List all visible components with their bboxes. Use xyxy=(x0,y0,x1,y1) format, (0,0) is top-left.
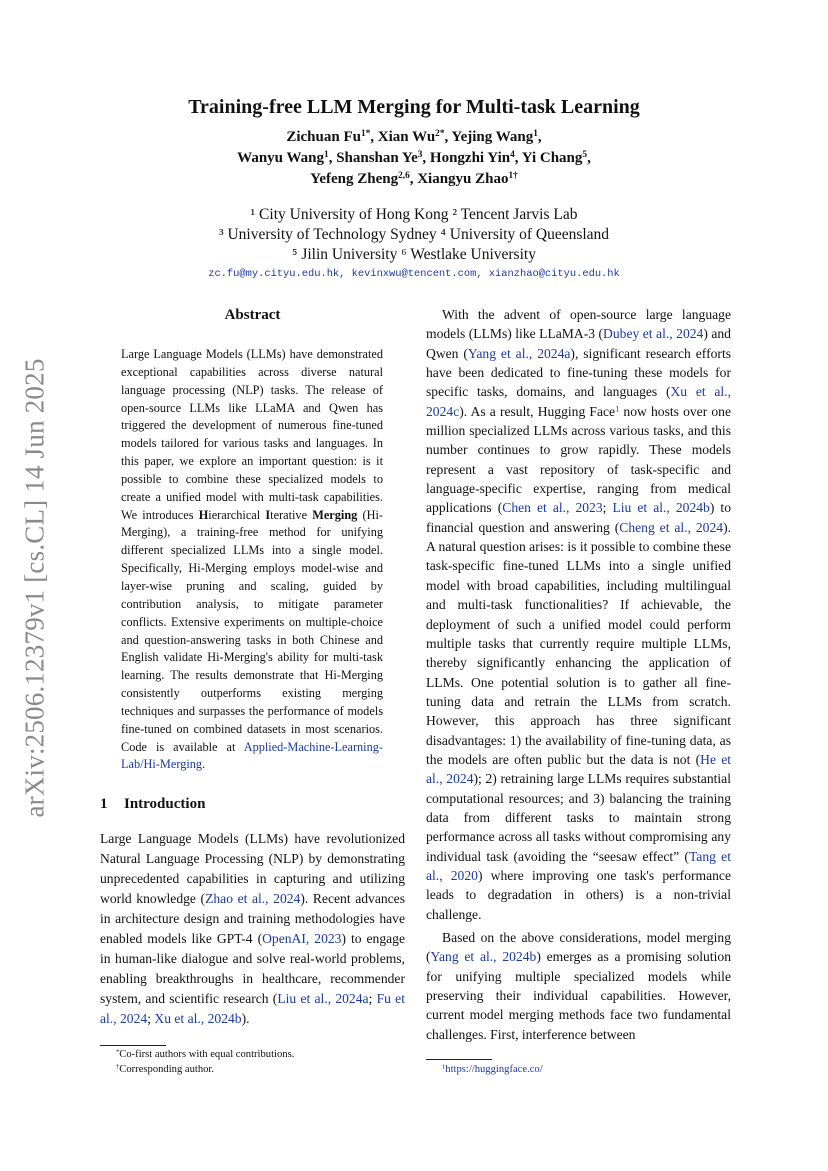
paper-title: Training-free LLM Merging for Multi-task Learning xyxy=(188,96,640,118)
right-column-text xyxy=(426,305,731,1044)
citation-link[interactable]: Yang et al., 2024b xyxy=(430,949,537,965)
citation-link[interactable]: Chen et al., 2023 xyxy=(502,500,603,516)
author-affil-sup: 2* xyxy=(435,128,445,139)
intro-paragraph xyxy=(100,829,405,1029)
footnote-text: Corresponding author. xyxy=(119,1064,215,1075)
author-name: Wanyu Wang xyxy=(237,150,325,166)
citation-link[interactable]: Cheng et al., 2024 xyxy=(619,519,724,535)
footnote-rule xyxy=(100,1045,166,1046)
abstract-text-part: . xyxy=(202,757,206,772)
author-emails[interactable]: zc.fu@my.cityu.edu.hk, kevinxwu@tencent.com, xianzhao@cityu.edu.hk xyxy=(208,268,620,280)
code-repo-link[interactable]: Applied-Machine-Learning-Lab/Hi-Merging xyxy=(121,739,383,772)
body-text: ). Recent advances in architecture design and training methodologies have enabled models like GPT-4 ( xyxy=(100,891,406,947)
citation-link[interactable]: Dubey et al., 2024 xyxy=(603,326,704,342)
author-affil-sup: 1† xyxy=(508,170,518,181)
body-text: ) and Qwen ( xyxy=(426,326,731,361)
abstract-heading: Abstract xyxy=(224,307,281,323)
arxiv-sidebar-identifier xyxy=(15,348,55,828)
footnote-rule xyxy=(426,1059,492,1060)
author-affil-sup: 1 xyxy=(533,128,538,139)
citation-link[interactable]: Tang et al., 2020 xyxy=(426,848,731,883)
arxiv-id-text: arXiv:2506.12379v1 [cs.CL] 14 Jun 2025 xyxy=(19,358,50,818)
citation-link[interactable]: Fu et al., 2024 xyxy=(100,991,405,1027)
author-name: Zichuan Fu xyxy=(286,129,361,145)
citation-link[interactable]: Yang et al., 2024a xyxy=(467,345,571,361)
body-text: ; xyxy=(147,1011,155,1027)
affiliation-line: ⁵ Jilin University ⁶ Westlake University xyxy=(292,246,536,263)
section-number: 1 xyxy=(100,796,108,812)
abstract-text-part: ierarchical xyxy=(208,507,266,522)
footnote-mark: * xyxy=(116,1048,120,1056)
footnote-mark: † xyxy=(116,1063,120,1071)
body-text: now hosts over one million specialized LLMs across various tasks, and this number continues to grow rapidly. These models represent a vast repository of task-specific and language-specific expertise, ranging from medical applications ( xyxy=(426,403,731,516)
footnote-marker[interactable]: 1 xyxy=(615,403,620,414)
footnote-mark: 1 xyxy=(442,1063,446,1071)
body-text: Large Language Models (LLMs) have revolutionized Natural Language Processing (NLP) by demonstrating unprecedented capabilities in capturing and utilizing world knowledge ( xyxy=(100,831,405,907)
body-paragraph xyxy=(426,305,731,924)
citation-link[interactable]: Zhao et al., 2024 xyxy=(205,891,301,907)
body-text: ; xyxy=(368,991,377,1007)
footnote-huggingface xyxy=(442,1063,543,1077)
author-name: Yi Chang xyxy=(521,150,583,166)
body-paragraph xyxy=(426,928,731,1044)
body-text: ) to engage in human-like dialogue and solve real-world problems, enabling breakthroughs in healthcare, recommender system, and scientific research ( xyxy=(100,931,406,1007)
abstract-bold-letter: H xyxy=(198,507,209,522)
author-name: Yejing Wang xyxy=(451,129,534,145)
author-affil-sup: 1 xyxy=(324,149,329,160)
footnote-corresponding xyxy=(116,1063,214,1077)
body-text: ); 2) retraining large LLMs requires substantial computational resources; and 3) balancing the training data from different tasks to maintain strong performance across all tasks without compromising any individual task (avoiding the “seesaw effect” ( xyxy=(426,771,731,864)
author-line-1: Zichuan $Fu^{1*}$, Xian $Wu^{2*}$, Yejing Wang$^1$, xyxy=(286,128,542,145)
body-text: ). A natural question arises: is it possible to combine these task-specific fine-tuned LLMs into a single unified model with broad capabilities, including multilingual and multi-task functionalities? If achievable, the deployment of such a unified model could perform multiple tasks that currently require multiple LLMs, thereby significantly enhancing the application of LLMs. One potential solution is to gather all fine-tuning data and retrain the LLMs from scratch. However, this approach has three significant disadvantages: 1) the availability of fine-tuning data, as the models are often public but the data is not ( xyxy=(426,519,732,767)
citation-link[interactable]: He et al., 2024 xyxy=(426,751,732,787)
author-name: Xiangyu Zhao xyxy=(417,171,509,187)
citation-link[interactable]: Xu et al., 2024b xyxy=(154,1011,242,1027)
abstract-text-part: Large Language Models (LLMs) have demonstrated exceptional capabilities across diverse natural language processing (NLP) tasks. The release of open-source LLMs like LLaMA and Qwen has triggered the development of numerous fine-tuned models tailored for various tasks and languages. In this paper, we explore an important question: is it possible to combine these specialized models to create a unified model with multi-task capabilities. We introduces xyxy=(121,347,383,522)
body-text: ), significant research efforts have been dedicated to fine-tuning these models for specific tasks, domains, and languages ( xyxy=(426,345,732,400)
author-affil-sup: 5 xyxy=(582,149,588,160)
abstract-bold-word: Merging xyxy=(312,507,358,522)
author-name: Shanshan Ye xyxy=(336,150,418,166)
abstract-bold-letter: I xyxy=(265,507,271,522)
section-title: Introduction xyxy=(124,796,206,812)
body-text: ). xyxy=(241,1011,250,1027)
affiliation-line: ¹ City University of Hong Kong ² Tencent Jarvis Lab xyxy=(250,206,578,223)
abstract-text xyxy=(121,346,383,774)
author-line-2: Wanyu Wang$^1$, Shanshan Ye$^3$, Hongzhi Yin$^4$, Yi Chang$^5$, xyxy=(237,149,591,166)
affiliation-line: ³ University of Technology Sydney ⁴ University of Queensland xyxy=(218,226,610,243)
abstract-text-part: (Hi-Merging), a training-free method for unifying different specialized LLMs into a single model. Specifically, Hi-Merging employs model-wise and layer-wise pruning and scaling, guided by contribution analysis, to mitigate parameter conflicts. Extensive experiments on multiple-choice and question-answering tasks in both Chinese and English validate Hi-Merging's ability for multi-task learning. The results demonstrate that Hi-Merging consistently outperforms existing merging techniques and surpasses the performance of models fine-tuned on combined datasets in most scenarios. Code is available at xyxy=(121,507,383,754)
footnote-url-link[interactable]: https://huggingface.co/ xyxy=(445,1064,543,1075)
citation-link[interactable]: Liu et al., 2024b xyxy=(612,500,710,516)
citation-link[interactable]: Liu et al., 2024a xyxy=(277,991,369,1007)
citation-link[interactable]: OpenAI, 2023 xyxy=(262,931,342,947)
body-text: ) emerges as a promising solution for unifying multiple specialized models while preserving their individual capabilities. However, current model merging methods face two fundamental challenges. First, interference between xyxy=(426,949,731,1042)
author-line-3: Yefeng Zheng$^{2,6}$, Xiangyu Zhao$^{1\dagger}$ xyxy=(310,170,518,187)
footnote-cofirst xyxy=(116,1048,294,1062)
author-name: Hongzhi Yin xyxy=(429,150,511,166)
author-name: Xian Wu xyxy=(377,129,436,145)
body-text: ). As a result, Hugging Face xyxy=(459,403,616,419)
author-affil-sup: 3 xyxy=(417,149,423,160)
author-list xyxy=(100,127,728,190)
body-text: ) where improving one task's performance leads to degradation in others) is a non-trivial challenge. xyxy=(426,867,731,922)
author-affil-sup: 4 xyxy=(510,149,515,160)
abstract-text-part: terative xyxy=(270,507,313,522)
author-affil-sup: 1* xyxy=(360,128,371,139)
citation-link[interactable]: Xu et al., 2024c xyxy=(426,384,731,419)
body-text: With the advent of open-source large language models (LLMs) like LLaMA-3 ( xyxy=(426,307,731,342)
footnote-text: Co-first authors with equal contributions. xyxy=(119,1049,295,1060)
affiliation-list xyxy=(100,205,728,265)
section-heading-introduction xyxy=(100,796,205,813)
body-text: Based on the above considerations, model merging ( xyxy=(426,930,731,965)
author-name: Yefeng Zheng xyxy=(310,171,399,187)
body-text: ; xyxy=(602,500,613,516)
body-text: ) to financial question and answering ( xyxy=(426,500,731,535)
author-affil-sup: 2,6 xyxy=(398,170,410,181)
